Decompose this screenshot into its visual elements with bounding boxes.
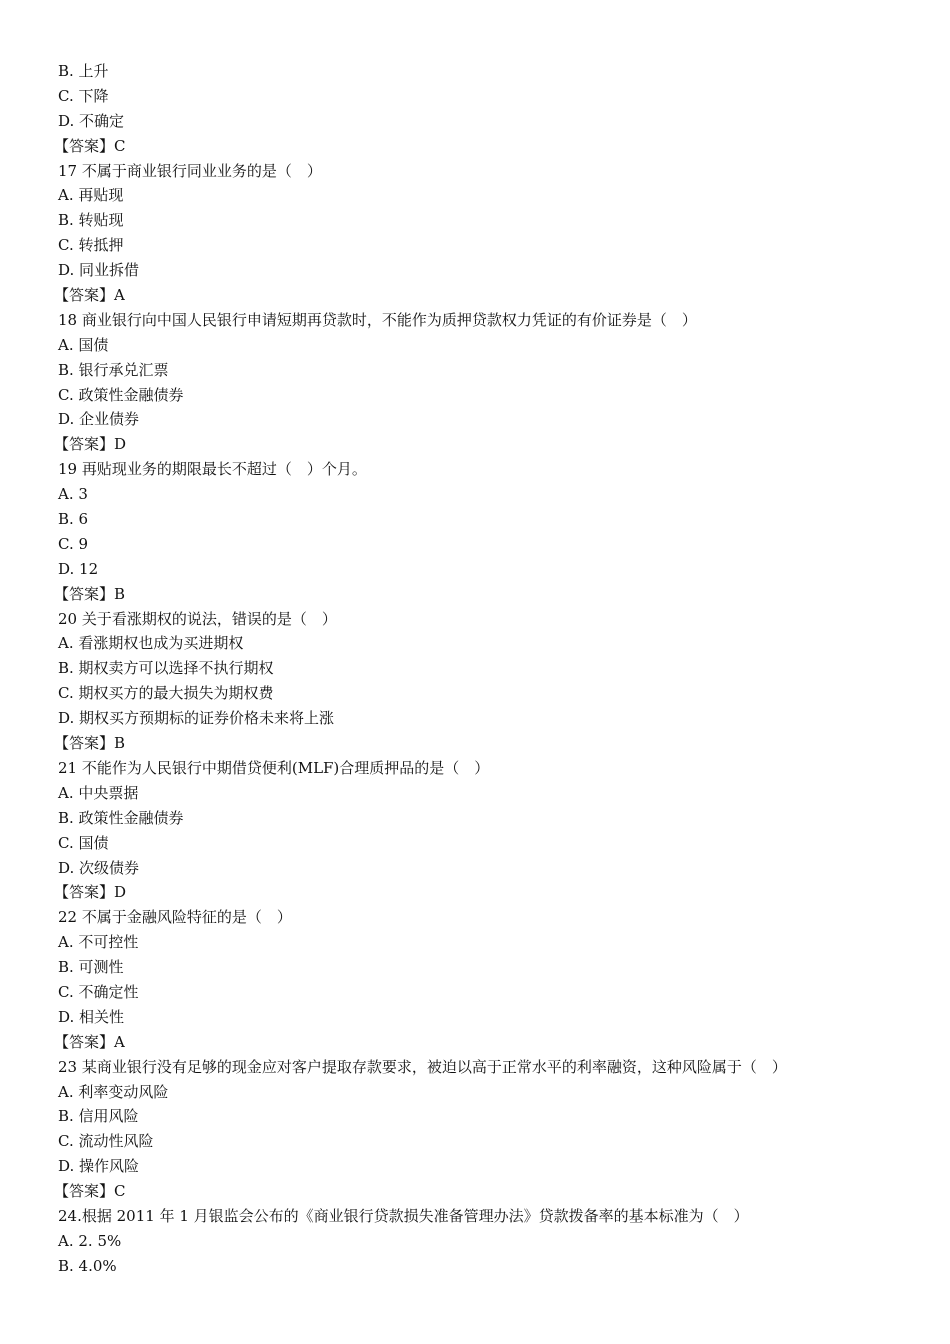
option-line: D. 期权买方预期标的证券价格未来将上涨 [58,709,335,728]
option-line: B. 信用风险 [58,1107,139,1126]
answer-line: 【答案】C [54,136,126,155]
option-line: A. 中央票据 [58,783,139,802]
question-line: 19 再贴现业务的期限最长不超过（ ）个月。 [58,460,367,479]
option-line: A. 利率变动风险 [58,1082,169,1101]
option-line: D. 次级债券 [58,858,140,877]
answer-line: 【答案】B [54,734,126,753]
option-line: C. 下降 [58,86,109,105]
option-line: D. 操作风险 [58,1157,140,1176]
option-line: A. 再贴现 [58,186,124,205]
option-line: B. 可测性 [58,958,124,977]
option-line: A. 国债 [58,335,109,354]
question-line: 21 不能作为人民银行中期借贷便利(MLF)合理质押品的是（ ） [58,758,490,777]
option-line: A. 看涨期权也成为买进期权 [58,634,244,653]
option-line: C. 国债 [58,833,109,852]
answer-line: 【答案】A [54,1032,125,1051]
answer-line: 【答案】D [54,435,127,454]
answer-line: 【答案】A [54,286,125,305]
option-line: C. 流动性风险 [58,1132,154,1151]
question-line: 20 关于看涨期权的说法，错误的是（ ） [58,609,337,628]
option-line: C. 9 [58,534,89,553]
option-line: B. 转贴现 [58,211,124,230]
option-line: A. 不可控性 [58,933,139,952]
option-line: D. 企业债券 [58,410,140,429]
option-line: C. 政策性金融债券 [58,385,184,404]
question-line: 22 不属于金融风险特征的是（ ） [58,908,292,927]
option-line: B. 期权卖方可以选择不执行期权 [58,659,274,678]
question-line: 23 某商业银行没有足够的现金应对客户提取存款要求，被迫以高于正常水平的利率融资，这种风险属于（ ） [58,1057,787,1076]
option-line: A. 3 [58,485,88,504]
option-line: B. 上升 [58,62,109,80]
option-line: C. 转抵押 [58,236,124,255]
option-line: C. 期权买方的最大损失为期权费 [58,684,274,703]
answer-line: 【答案】C [54,1182,126,1201]
answer-line: 【答案】D [54,883,127,902]
question-line: 18 商业银行向中国人民银行申请短期再贷款时，不能作为质押贷款权力凭证的有价证券是（ ） [58,310,697,329]
option-line: B. 政策性金融债券 [58,808,184,827]
option-line: B. 4.0% [58,1256,117,1275]
question-line: 17 不属于商业银行同业业务的是（ ） [58,161,322,180]
answer-line: 【答案】B [54,584,126,603]
question-line: 24.根据 2011 年 1 月银监会公布的《商业银行贷款损失准备管理办法》贷款拨备率的基本标准为（ ） [58,1206,749,1225]
option-line: D. 不确定 [58,111,125,130]
option-line: D. 同业拆借 [58,261,140,280]
option-line: D. 12 [58,559,99,578]
document-page [54,59,918,1279]
option-line: B. 6 [58,510,89,529]
option-line: B. 银行承兑汇票 [58,360,169,379]
option-line: A. 2. 5% [58,1231,122,1250]
option-line: D. 相关性 [58,1007,125,1026]
option-line: C. 不确定性 [58,982,139,1001]
